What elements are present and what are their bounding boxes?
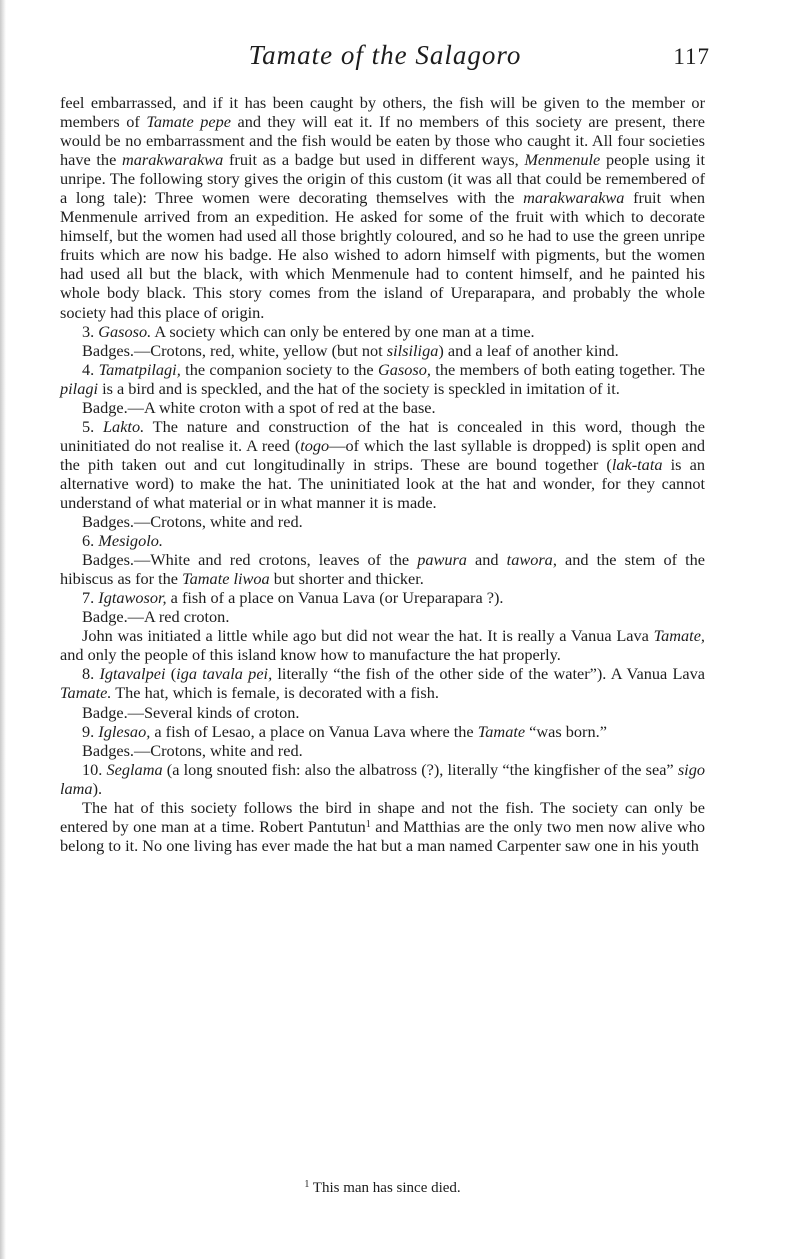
footnote-text: This man has since died. (309, 1180, 461, 1196)
binding-edge (0, 0, 6, 1259)
badge-line: Badge.—A red croton. (82, 607, 230, 627)
page-header (60, 40, 710, 80)
society-entry: 6. Mesigolo. (82, 531, 163, 551)
footnote (60, 1180, 705, 1197)
society-entry: 10. Seglama (a long snouted fish: also the albatross (?), literally “the kingfisher of the sea” sigo lama). (60, 759, 705, 798)
society-entry: 7. Igtawosor, a fish of a place on Vanua Lava (or Ureparapara ?). (82, 588, 504, 608)
society-entry: 8. Igtavalpei (iga tavala pei, literally “the fish of the other side of the water”). A Vanua Lava Tamate. The hat, which is female, is decorated with a fish. (60, 664, 706, 703)
badge-line: Badges.—White and red crotons, leaves of the pawura and tawora, and the stem of the hibiscus as for the Tamate liwoa but shorter and thicker. (60, 550, 705, 589)
paragraph: The hat of this society follows the bird in shape and not the fish. The society can only be entered by one man at a time. Robert Pantutun$^1$ and Matthias are the only two men now alive who belong to it. No one living has ever made the hat but a man named Carpenter saw one in his youth (60, 797, 705, 855)
paragraph: feel embarrassed, and if it has been caught by others, the fish will be given to the member or members of Tamate pepe and they will eat it. If no members of this society are present, there would be no embarrassment and the fish would be eaten by those who caught it. All four societies have the marakwarakwa fruit as a badge but used in different ways, Menmenule people using it unripe. The following story gives the origin of this custom (it was all that could be remembered of a long tale): Three women were decorating themselves with the marakwarakwa fruit when Menmenule arrived from an expedition. He asked for some of the fruit with which to decorate himself, but the women had used all those brightly coloured, and so he had to use the green unripe fruits which are now his badge. He also wished to adorn himself with pigments, but the women had used all but the black, with which Menmenule had to content himself, and he painted his whole body black. This story comes from the island of Ureparapara, and probably the whole society had this place of origin. (60, 93, 706, 322)
running-title: Tamate of the Salagoro (248, 40, 522, 70)
footnote-mark: 1 (304, 1179, 310, 1190)
society-entry: 9. Iglesao, a fish of Lesao, a place on Vanua Lava where the Tamate “was born.” (82, 721, 607, 741)
badge-line: Badges.—Crotons, white and red. (82, 740, 303, 760)
society-entry: 5. Lakto. The nature and construction of the hat is concealed in this word, though the uninitiated do not realise it. A reed (togo—of which the last syllable is dropped) is split open and the pith taken out and cut longitudinally in strips. These are bound together (lak-tata is an alternative word) to make the hat. The uninitiated look at the hat and wonder, for they cannot understand of what material or in what manner it is made. (60, 416, 705, 512)
badge-line: Badges.—Crotons, red, white, yellow (but not silsiliga) and a leaf of another kind. (82, 340, 619, 360)
page-number: 117 (673, 44, 710, 69)
badge-line: Badge.—Several kinds of croton. (82, 702, 300, 722)
footnote-reference: 1 (365, 818, 371, 830)
body-text (60, 93, 705, 855)
society-entry: 3. Gasoso. A society which can only be entered by one man at a time. (82, 321, 535, 341)
badge-line: Badges.—Crotons, white and red. (82, 512, 303, 532)
paragraph: John was initiated a little while ago but did not wear the hat. It is really a Vanua Lava Tamate, and only the people of this island know how to manufacture the hat properly. (60, 626, 705, 665)
society-entry: 4. Tamatpilagi, the companion society to the Gasoso, the members of both eating together. The pilagi is a bird and is speckled, and the hat of the society is speckled in imitation of it. (60, 359, 705, 398)
badge-line: Badge.—A white croton with a spot of red at the base. (82, 397, 436, 417)
